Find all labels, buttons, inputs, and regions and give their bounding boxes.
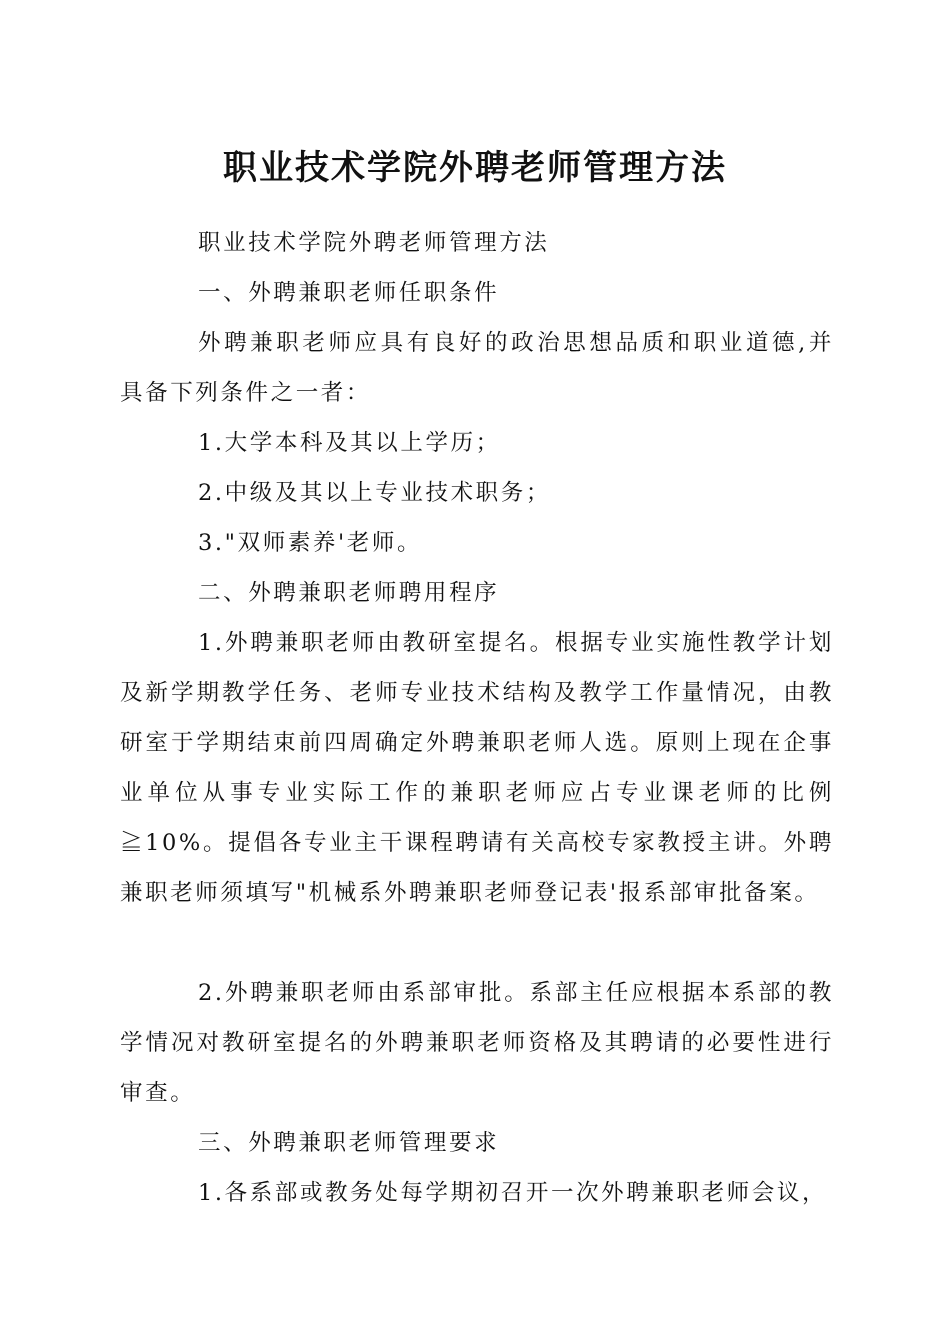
section-heading-2: 二、外聘兼职老师聘用程序: [198, 580, 500, 606]
body-paragraph: 1.外聘兼职老师由教研室提名。根据专业实施性教学计划及新学期教学任务、老师专业技术结构及教学工作量情况，由教研室于学期结束前四周确定外聘兼职老师人选。原则上现在企事业单位从事专业实际工作的兼职老师应占专业课老师的比例≧10%。提倡各专业主干课程聘请有关高校专家教授主讲。外聘兼职老师须填写"机械系外聘兼职老师登记表'报系部审批备案。: [120, 630, 834, 906]
body-paragraph: 1.各系部或教务处每学期初召开一次外聘兼职老师会议，: [198, 1180, 828, 1206]
list-item: 2.中级及其以上专业技术职务；: [198, 480, 551, 506]
section-heading-3: 三、外聘兼职老师管理要求: [198, 1130, 500, 1156]
body-paragraph: 2.外聘兼职老师由系部审批。系部主任应根据本系部的教学情况对教研室提名的外聘兼职老师资格及其聘请的必要性进行审查。: [120, 980, 834, 1106]
body-paragraph: 外聘兼职老师应具有良好的政治思想品质和职业道德,并具备下列条件之一者：: [120, 330, 834, 406]
document-body: [120, 218, 834, 1218]
list-item: 1.大学本科及其以上学历；: [198, 430, 501, 456]
subtitle-paragraph: 职业技术学院外聘老师管理方法: [198, 230, 550, 256]
document-title: 职业技术学院外聘老师管理方法: [223, 148, 727, 188]
section-heading-1: 一、外聘兼职老师任职条件: [198, 280, 500, 306]
paragraph-spacer: [120, 918, 834, 968]
list-item: 3."双师素养'老师。: [198, 530, 423, 556]
